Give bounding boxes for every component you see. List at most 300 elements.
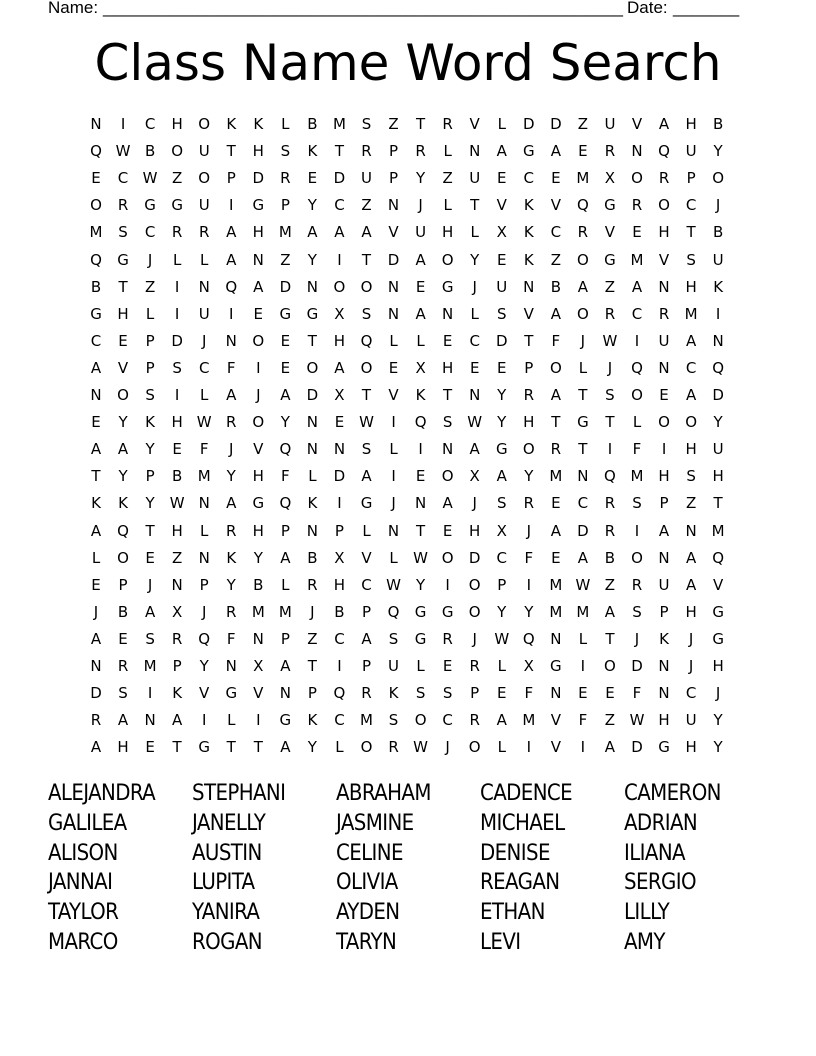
word-list-item: CAMERON xyxy=(624,781,721,806)
grid-letter: O xyxy=(576,304,589,323)
grid-letter: N xyxy=(306,277,318,296)
grid-letter: K xyxy=(307,711,318,730)
grid-letter: K xyxy=(523,196,534,215)
grid-letter: N xyxy=(712,331,724,350)
grid-row xyxy=(0,575,816,602)
grid-letter: B xyxy=(307,115,318,133)
grid-letter: S xyxy=(686,467,696,486)
grid-letter: F xyxy=(632,684,642,703)
grid-letter: M xyxy=(360,711,373,730)
grid-letter: T xyxy=(605,629,615,648)
grid-letter: Y xyxy=(253,548,263,567)
word-list-item: CADENCE xyxy=(480,781,573,806)
grid-letter: R xyxy=(226,521,237,540)
grid-letter: B xyxy=(712,223,724,242)
grid-letter: X xyxy=(253,657,264,675)
grid-letter: Z xyxy=(361,196,372,215)
grid-letter: B xyxy=(90,277,102,296)
grid-letter: A xyxy=(144,602,156,621)
grid-letter: I xyxy=(445,575,450,594)
grid-letter: C xyxy=(442,711,453,730)
grid-letter: A xyxy=(550,142,561,161)
grid-letter: E xyxy=(497,169,507,188)
grid-letter: I xyxy=(418,440,423,459)
grid-letter: U xyxy=(658,331,670,350)
grid-letter: L xyxy=(416,331,425,350)
grid-letter: N xyxy=(252,629,264,648)
grid-letter: G xyxy=(279,711,292,730)
grid-letter: A xyxy=(280,657,291,675)
grid-letter: L xyxy=(497,657,506,675)
grid-letter: A xyxy=(280,548,291,567)
grid-letter: Z xyxy=(685,494,697,513)
grid-letter: N xyxy=(90,657,102,675)
grid-letter: S xyxy=(118,684,128,703)
grid-letter: S xyxy=(442,413,453,432)
grid-letter: K xyxy=(307,142,318,161)
grid-letter: M xyxy=(143,657,157,675)
grid-letter: J xyxy=(310,602,315,621)
grid-letter: L xyxy=(335,738,344,757)
grid-letter: G xyxy=(198,738,210,757)
grid-letter: H xyxy=(252,467,264,486)
grid-letter: G xyxy=(441,277,454,296)
grid-letter: E xyxy=(280,358,291,377)
grid-letter: Q xyxy=(333,684,346,703)
grid-letter: N xyxy=(90,115,102,133)
grid-letter: G xyxy=(144,196,156,215)
grid-letter: E xyxy=(632,223,642,242)
grid-letter: N xyxy=(144,711,156,730)
grid-letter: A xyxy=(685,331,697,350)
word-list-item: ADRIAN xyxy=(624,810,698,836)
grid-letter: G xyxy=(414,629,427,648)
grid-letter: C xyxy=(144,223,156,242)
grid-letter: V xyxy=(523,304,534,323)
grid-letter: H xyxy=(658,711,670,730)
grid-letter: W xyxy=(467,413,483,432)
grid-letter: M xyxy=(278,223,292,242)
grid-letter: A xyxy=(658,115,670,133)
grid-letter: A xyxy=(226,223,237,242)
grid-letter: U xyxy=(658,575,670,594)
grid-letter: I xyxy=(174,386,180,404)
grid-letter: A xyxy=(253,277,264,296)
grid-letter: A xyxy=(550,304,561,323)
word-list-item: STEPHANI xyxy=(192,781,286,806)
grid-letter: H xyxy=(333,575,346,594)
grid-letter: A xyxy=(280,738,291,757)
grid-letter: A xyxy=(658,521,670,540)
grid-letter: Z xyxy=(604,711,616,730)
grid-letter: N xyxy=(333,440,346,459)
grid-letter: R xyxy=(171,223,183,242)
grid-letter: O xyxy=(441,250,454,269)
grid-letter: G xyxy=(441,602,454,621)
grid-letter: A xyxy=(415,304,426,323)
grid-letter: H xyxy=(117,304,129,323)
grid-letter: I xyxy=(120,115,126,133)
grid-row xyxy=(0,304,816,331)
grid-letter: I xyxy=(229,196,234,215)
grid-letter: I xyxy=(634,521,640,540)
grid-letter: M xyxy=(684,304,698,323)
grid-letter: J xyxy=(688,657,694,675)
grid-letter: S xyxy=(388,711,399,730)
grid-letter: N xyxy=(306,521,318,540)
grid-letter: T xyxy=(91,467,101,486)
grid-letter: M xyxy=(197,467,211,486)
grid-letter: S xyxy=(442,684,453,703)
grid-letter: V xyxy=(604,223,616,242)
grid-letter: P xyxy=(361,657,372,675)
grid-row xyxy=(0,466,816,493)
grid-letter: P xyxy=(280,629,290,648)
grid-letter: T xyxy=(361,250,372,269)
grid-letter: B xyxy=(171,467,183,486)
grid-letter: E xyxy=(415,467,426,486)
grid-letter: B xyxy=(144,142,156,161)
grid-letter: A xyxy=(469,440,480,459)
grid-letter: Y xyxy=(118,467,128,486)
grid-letter: Q xyxy=(90,142,102,161)
word-list-item: JANNAI xyxy=(48,870,113,896)
grid-letter: N xyxy=(198,494,210,513)
grid-letter: N xyxy=(577,467,589,486)
grid-letter: R xyxy=(280,169,291,188)
grid-letter: Y xyxy=(713,711,723,730)
grid-letter: I xyxy=(147,684,153,703)
grid-letter: G xyxy=(712,602,724,621)
grid-row xyxy=(0,493,816,520)
grid-letter: L xyxy=(91,548,101,567)
grid-letter: J xyxy=(201,602,207,621)
grid-letter: J xyxy=(715,196,721,215)
grid-letter: N xyxy=(90,386,102,404)
grid-letter: T xyxy=(226,142,236,161)
grid-letter: O xyxy=(631,169,643,188)
grid-letter: N xyxy=(387,196,400,215)
grid-letter: T xyxy=(416,115,426,133)
grid-letter: V xyxy=(117,358,129,377)
grid-letter: B xyxy=(550,277,561,296)
grid-letter: A xyxy=(361,629,372,648)
grid-letter: L xyxy=(578,629,588,648)
grid-letter: H xyxy=(333,331,346,350)
grid-row xyxy=(0,439,816,466)
grid-letter: S xyxy=(280,142,291,161)
grid-letter: X xyxy=(604,169,616,188)
word-list-item: LILLY xyxy=(624,900,670,926)
grid-letter: C xyxy=(685,196,697,215)
grid-letter: C xyxy=(334,629,345,648)
grid-letter: N xyxy=(658,358,670,377)
grid-letter: J xyxy=(147,250,153,269)
grid-letter: Z xyxy=(307,629,318,648)
grid-letter: J xyxy=(418,196,423,215)
grid-letter: R xyxy=(523,386,535,404)
grid-letter: M xyxy=(278,602,292,621)
grid-letter: F xyxy=(524,548,534,567)
grid-letter: V xyxy=(713,575,724,594)
grid-letter: A xyxy=(90,440,102,459)
grid-letter: O xyxy=(360,358,373,377)
grid-letter: P xyxy=(199,575,209,594)
grid-letter: H xyxy=(442,358,454,377)
grid-letter: W xyxy=(142,169,158,188)
grid-letter: W xyxy=(115,142,131,161)
grid-letter: G xyxy=(712,629,724,648)
grid-letter: A xyxy=(226,494,237,513)
grid-letter: H xyxy=(442,223,454,242)
grid-letter: I xyxy=(391,467,396,486)
grid-letter: N xyxy=(442,440,454,459)
grid-letter: Q xyxy=(414,413,427,432)
grid-letter: C xyxy=(631,304,643,323)
grid-letter: E xyxy=(415,277,426,296)
grid-row xyxy=(0,656,816,683)
word-list-item: JASMINE xyxy=(336,810,414,836)
grid-letter: S xyxy=(118,223,128,242)
grid-letter: X xyxy=(469,467,480,486)
grid-letter: H xyxy=(685,738,697,757)
word-list-item: CELINE xyxy=(336,840,403,866)
grid-letter: Q xyxy=(90,250,102,269)
grid-letter: L xyxy=(497,738,506,757)
grid-letter: W xyxy=(359,413,374,432)
grid-letter: F xyxy=(632,440,642,459)
grid-letter: U xyxy=(361,169,372,188)
grid-letter: Z xyxy=(388,115,399,133)
grid-letter: E xyxy=(578,684,588,703)
grid-letter: E xyxy=(334,413,345,432)
grid-letter: O xyxy=(468,738,481,757)
grid-letter: V xyxy=(253,440,264,459)
grid-letter: I xyxy=(391,413,396,432)
grid-letter: G xyxy=(225,684,238,703)
grid-letter: N xyxy=(387,521,400,540)
grid-letter: H xyxy=(252,223,264,242)
grid-letter: A xyxy=(685,386,697,404)
grid-letter: N xyxy=(658,548,670,567)
grid-letter: C xyxy=(550,223,562,242)
grid-letter: E xyxy=(497,250,507,269)
grid-letter: O xyxy=(549,358,562,377)
grid-letter: R xyxy=(171,629,183,648)
grid-letter: Y xyxy=(497,413,507,432)
grid-letter: H xyxy=(171,521,183,540)
grid-letter: I xyxy=(661,440,667,459)
grid-letter: B xyxy=(253,575,264,594)
grid-letter: D xyxy=(631,738,643,757)
grid-letter: C xyxy=(144,115,156,133)
grid-letter: D xyxy=(495,331,508,350)
grid-letter: Y xyxy=(199,657,209,675)
grid-letter: T xyxy=(307,657,317,675)
grid-letter: M xyxy=(576,169,590,188)
grid-letter: L xyxy=(362,521,371,540)
grid-letter: U xyxy=(469,169,481,188)
grid-letter: H xyxy=(171,115,183,133)
grid-letter: D xyxy=(171,331,183,350)
grid-letter: S xyxy=(388,629,399,648)
grid-letter: N xyxy=(225,331,237,350)
grid-row xyxy=(0,683,816,710)
grid-letter: N xyxy=(658,277,670,296)
grid-letter: X xyxy=(334,304,345,323)
grid-letter: Q xyxy=(279,440,292,459)
grid-letter: N xyxy=(685,521,697,540)
grid-row xyxy=(0,277,816,304)
grid-letter: L xyxy=(389,331,398,350)
grid-letter: Q xyxy=(604,467,616,486)
grid-letter: Y xyxy=(524,602,534,621)
grid-letter: K xyxy=(172,684,183,703)
grid-letter: N xyxy=(171,575,183,594)
grid-letter: I xyxy=(580,738,586,757)
grid-letter: A xyxy=(90,738,102,757)
grid-row xyxy=(0,602,816,629)
grid-letter: N xyxy=(198,548,210,567)
grid-letter: H xyxy=(712,467,724,486)
grid-letter: T xyxy=(551,413,561,432)
grid-letter: L xyxy=(389,548,398,567)
grid-letter: C xyxy=(90,331,102,350)
grid-letter: P xyxy=(659,602,669,621)
grid-letter: M xyxy=(549,575,563,594)
grid-letter: P xyxy=(659,494,669,513)
grid-letter: G xyxy=(550,657,562,675)
grid-letter: R xyxy=(658,304,670,323)
grid-letter: E xyxy=(442,331,453,350)
grid-letter: I xyxy=(256,711,261,730)
grid-letter: X xyxy=(523,657,534,675)
grid-letter: K xyxy=(226,115,237,133)
word-list-item: AUSTIN xyxy=(192,840,262,866)
grid-letter: E xyxy=(578,142,588,161)
grid-letter: L xyxy=(172,250,182,269)
grid-letter: L xyxy=(281,115,290,133)
grid-letter: L xyxy=(443,142,452,161)
grid-letter: L xyxy=(200,250,209,269)
name-field: _______________________________________________________ xyxy=(103,0,624,17)
grid-letter: N xyxy=(469,386,481,404)
grid-letter: E xyxy=(91,575,101,594)
grid-letter: Q xyxy=(712,548,725,567)
grid-letter: Y xyxy=(713,738,723,757)
grid-letter: H xyxy=(685,115,697,133)
grid-letter: T xyxy=(578,440,588,459)
grid-letter: E xyxy=(118,331,128,350)
grid-letter: L xyxy=(443,196,452,215)
grid-letter: D xyxy=(550,115,562,133)
grid-letter: A xyxy=(577,548,589,567)
grid-letter: U xyxy=(496,277,508,296)
grid-letter: G xyxy=(252,494,265,513)
grid-letter: O xyxy=(360,277,373,296)
grid-letter: L xyxy=(308,467,317,486)
grid-letter: M xyxy=(549,467,563,486)
grid-letter: U xyxy=(712,440,724,459)
grid-letter: D xyxy=(279,277,292,296)
grid-letter: A xyxy=(334,358,345,377)
grid-letter: F xyxy=(281,467,290,486)
grid-letter: H xyxy=(658,467,670,486)
grid-letter: A xyxy=(117,711,129,730)
grid-letter: V xyxy=(253,684,264,703)
grid-letter: H xyxy=(252,521,264,540)
grid-letter: A xyxy=(496,142,507,161)
grid-letter: A xyxy=(442,494,453,513)
grid-letter: G xyxy=(306,304,319,323)
grid-letter: P xyxy=(145,331,155,350)
grid-letter: R xyxy=(469,657,480,675)
grid-row xyxy=(0,195,816,222)
grid-letter: W xyxy=(629,711,645,730)
word-list-item: REAGAN xyxy=(480,870,560,896)
grid-letter: R xyxy=(604,304,616,323)
grid-letter: Z xyxy=(604,277,616,296)
grid-letter: U xyxy=(685,142,697,161)
grid-letter: I xyxy=(229,304,234,323)
grid-letter: R xyxy=(442,629,453,648)
grid-letter: J xyxy=(201,331,207,350)
grid-letter: R xyxy=(604,521,616,540)
grid-letter: M xyxy=(711,521,725,540)
word-list-item: YANIRA xyxy=(192,900,260,926)
grid-letter: O xyxy=(441,467,454,486)
grid-letter: A xyxy=(90,358,102,377)
grid-letter: R xyxy=(226,602,237,621)
grid-letter: W xyxy=(413,548,429,567)
word-list-item: LUPITA xyxy=(192,870,255,896)
grid-letter: K xyxy=(523,250,534,269)
grid-letter: K xyxy=(388,684,399,703)
grid-letter: P xyxy=(280,521,290,540)
grid-letter: E xyxy=(551,548,561,567)
grid-letter: A xyxy=(496,711,507,730)
grid-letter: J xyxy=(580,331,586,350)
grid-letter: T xyxy=(118,277,128,296)
grid-letter: A xyxy=(685,548,697,567)
grid-letter: I xyxy=(337,494,342,513)
grid-letter: B xyxy=(712,115,724,133)
word-list-item: MARCO xyxy=(48,930,118,955)
grid-letter: G xyxy=(414,602,427,621)
grid-letter: E xyxy=(118,629,128,648)
grid-letter: T xyxy=(145,521,155,540)
grid-letter: U xyxy=(198,196,210,215)
grid-letter: O xyxy=(117,386,129,404)
grid-letter: M xyxy=(630,467,644,486)
grid-letter: Q xyxy=(198,629,211,648)
grid-letter: H xyxy=(523,413,535,432)
word-list-item: AYDEN xyxy=(336,900,400,926)
grid-letter: D xyxy=(333,169,346,188)
grid-letter: R xyxy=(226,413,237,432)
grid-letter: P xyxy=(307,684,317,703)
grid-letter: R xyxy=(307,575,318,594)
grid-letter: Q xyxy=(576,196,589,215)
grid-letter: G xyxy=(658,738,670,757)
grid-letter: O xyxy=(90,196,102,215)
word-list-item: ETHAN xyxy=(480,900,545,926)
grid-letter: R xyxy=(658,169,670,188)
grid-letter: H xyxy=(252,142,264,161)
grid-letter: I xyxy=(174,304,180,323)
grid-letter: W xyxy=(196,413,212,432)
grid-letter: E xyxy=(442,521,453,540)
